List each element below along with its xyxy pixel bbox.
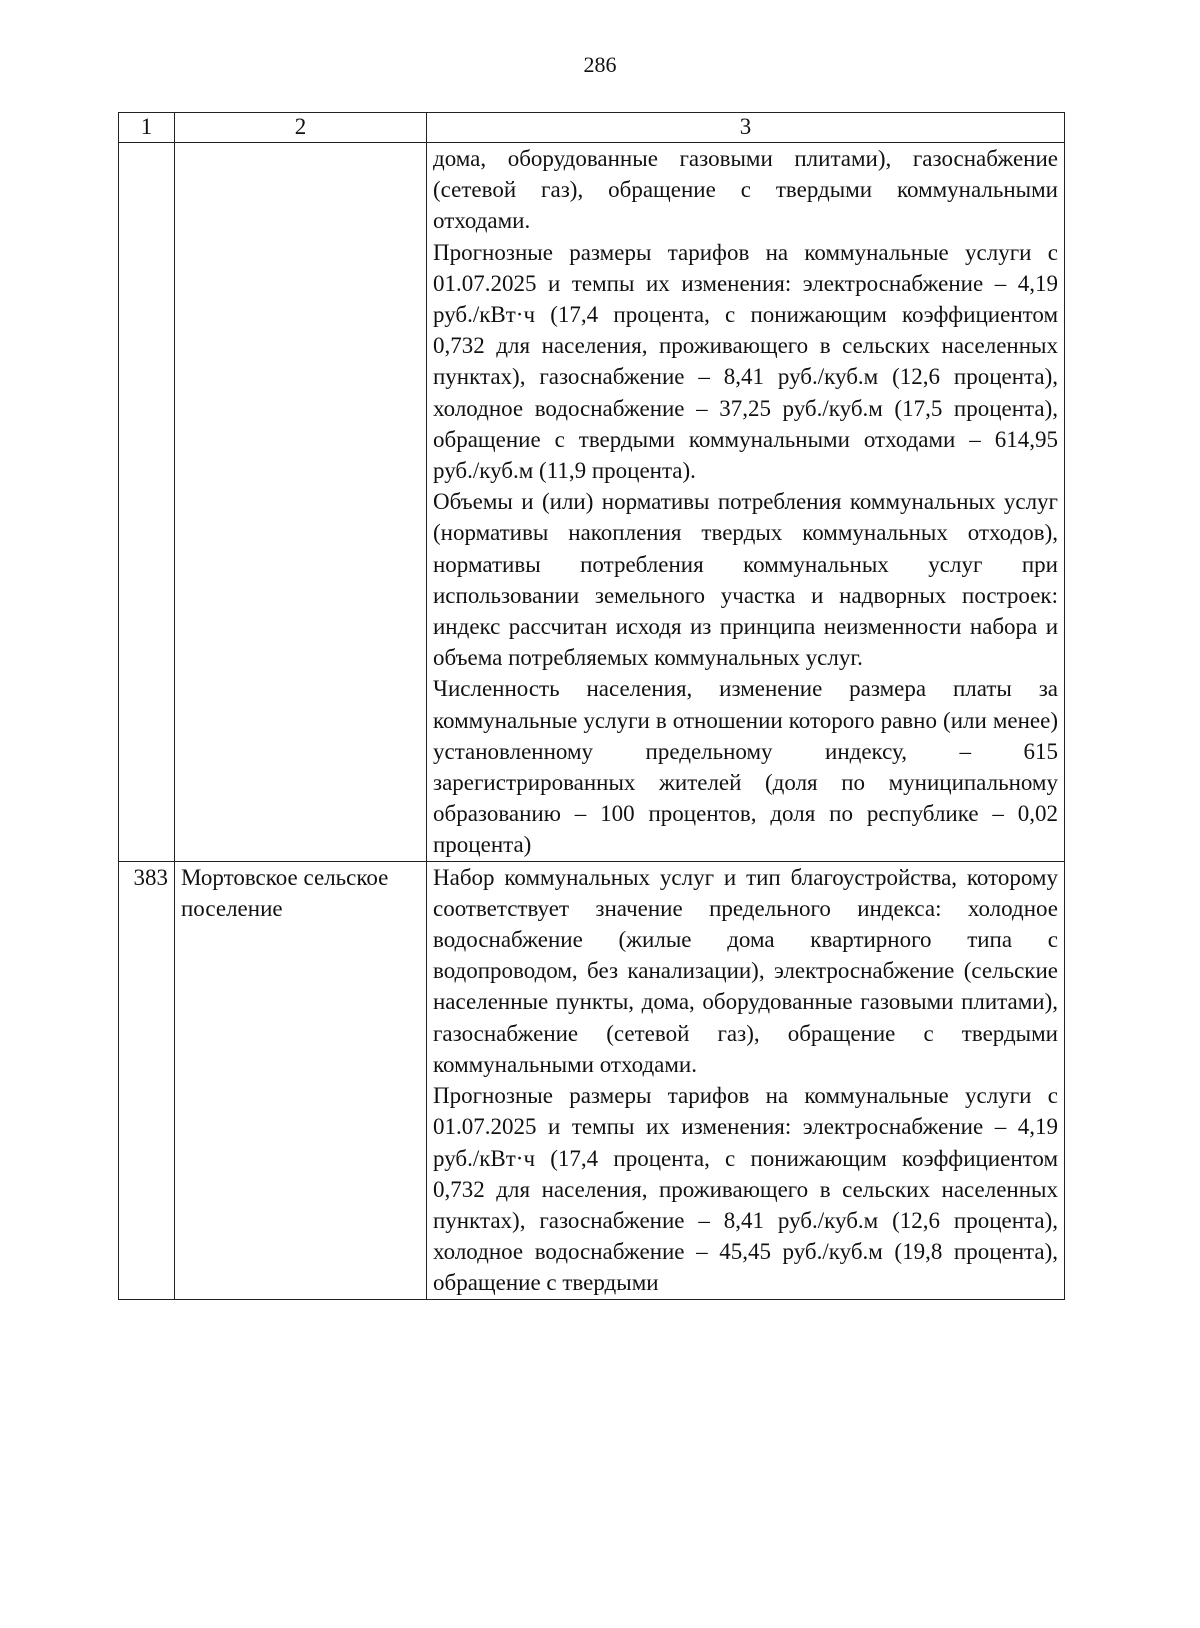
- header-col-1: 1: [119, 113, 175, 143]
- header-col-3: 3: [427, 113, 1065, 143]
- table-row: [119, 861, 1065, 1299]
- content-paragraph: Прогнозные размеры тарифов на коммунальные услуги с 01.07.2025 и темпы их изменения: электроснабжение – 4,19 руб./кВт·ч (17,4 процента, с понижающим коэффициентом 0,732 для населения, проживающего в сельских населенных пунктах), газоснабжение – 8,41 руб./куб.м (12,6 процента), холодное водоснабжение – 37,25 руб./куб.м (17,5 процента), обращение с твердыми коммунальными отходами – 614,95 руб./куб.м (11,9 процента).: [433, 239, 1058, 484]
- content-paragraph: Прогнозные размеры тарифов на коммунальные услуги с 01.07.2025 и темпы их изменения: электроснабжение – 4,19 руб./кВт·ч (17,4 процента, с понижающим коэффициентом 0,732 для населения, проживающего в сельских населенных пунктах), газоснабжение – 8,41 руб./куб.м (12,6 процента), холодное водоснабжение – 45,45 руб./куб.м (19,8 процента), обращение с твердыми: [433, 1083, 1058, 1296]
- row-number: [119, 143, 175, 862]
- row-content: [427, 861, 1065, 1299]
- table-header-row: [119, 113, 1065, 143]
- tariff-table: [118, 112, 1065, 1300]
- table-row: [119, 143, 1065, 862]
- row-content: [427, 143, 1065, 862]
- header-col-2: 2: [175, 113, 427, 143]
- settlement-name: Мортовское сельское поселение: [175, 861, 427, 1299]
- content-paragraph: Объемы и (или) нормативы потребления коммунальных услуг (нормативы накопления твердых коммунальных отходов), нормативы потребления коммунальных услуг при использовании земельного участка и надворных построек: индекс рассчитан исходя из принципа неизменности набора и объема потребляемых коммунальных услуг.: [433, 489, 1058, 671]
- row-number: 383: [119, 861, 175, 1299]
- content-paragraph: дома, оборудованные газовыми плитами), газоснабжение (сетевой газ), обращение с твердыми коммунальными отходами.: [433, 146, 1058, 234]
- content-paragraph: Набор коммунальных услуг и тип благоустройства, которому соответствует значение предельного индекса: холодное водоснабжение (жилые дома квартирного типа с водопроводом, без канализации), электроснабжение (сельские населенные пункты, дома, оборудованные газовыми плитами), газоснабжение (сетевой газ), обращение с твердыми коммунальными отходами.: [433, 864, 1058, 1077]
- settlement-name: [175, 143, 427, 862]
- content-paragraph: Численность населения, изменение размера платы за коммунальные услуги в отношении которого равно (или менее) установленному предельному индексу, – 615 зарегистрированных жителей (доля по муниципальному образованию – 100 процентов, доля по республике – 0,02 процента): [433, 676, 1058, 858]
- page-number: 286: [583, 52, 617, 77]
